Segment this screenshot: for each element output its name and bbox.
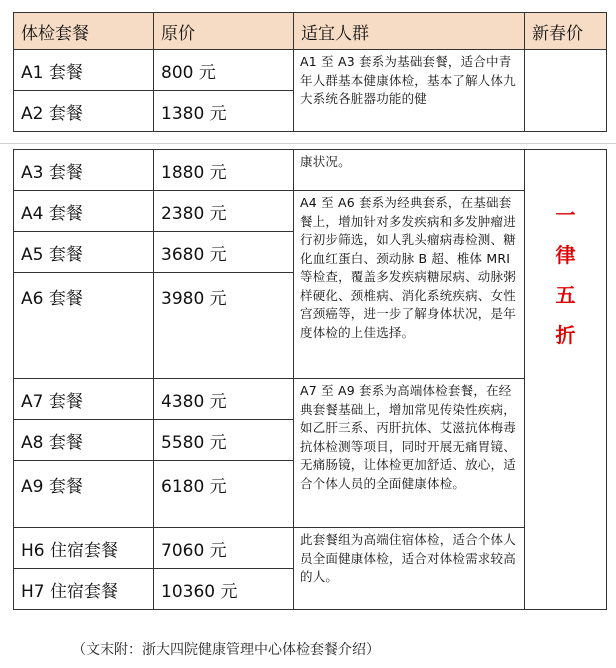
package-name: A3 套餐 xyxy=(14,150,154,191)
package-price: 800 元 xyxy=(154,50,294,91)
package-name: A8 套餐 xyxy=(14,420,154,461)
spring-price-empty xyxy=(525,50,607,132)
table-row xyxy=(14,150,607,191)
table-header-row xyxy=(14,13,607,50)
package-name: A4 套餐 xyxy=(14,191,154,232)
promo-char: 律 xyxy=(555,243,576,267)
description-premium: A7 至 A9 套系为高端体检套餐，在经典套餐基础上，增加常见传染性疾病，如乙肝三系、丙肝抗体、艾滋抗体梅毒抗体检测等项目，同时开展无痛胃镜、无痛肠镜，让体检更加舒适、放心，适合个体人员的全面健康体检。 xyxy=(294,379,525,528)
package-price: 10360 元 xyxy=(154,569,294,610)
package-name: A1 套餐 xyxy=(14,50,154,91)
package-price: 4380 元 xyxy=(154,379,294,420)
package-name: A6 套餐 xyxy=(14,273,154,379)
package-price: 3680 元 xyxy=(154,232,294,273)
package-name: A9 套餐 xyxy=(14,461,154,528)
table-row xyxy=(14,50,607,91)
description-basic: A1 至 A3 套系为基础套餐，适合中青年人群基本健康体检，基本了解人体九大系统各脏器功能的健 xyxy=(294,50,525,132)
package-name: H6 住宿套餐 xyxy=(14,528,154,569)
package-table-bottom xyxy=(13,149,607,610)
package-price: 1880 元 xyxy=(154,150,294,191)
page-break-line xyxy=(0,143,616,144)
description-classic: A4 至 A6 套系为经典套系，在基础套餐上，增加针对多发疾病和多发肿瘤进行初步筛选，如人乳头瘤病毒检测、糖化血红蛋白、颈动脉 B 超、椎体 MRI 等检查，覆盖多发疾病糖尿病、动脉粥样硬化、颈椎病、消化系统疾病、女性宫颈癌等，进一步了解身体状况，是年度体检的上佳选择。 xyxy=(294,191,525,379)
description-basic-cont: 康状况。 xyxy=(294,150,525,191)
header-spring-price: 新春价 xyxy=(525,13,607,50)
package-price: 5580 元 xyxy=(154,420,294,461)
spring-price-promo xyxy=(525,150,607,610)
promo-char: 五 xyxy=(555,283,576,307)
package-table-top xyxy=(13,12,607,132)
package-price: 2380 元 xyxy=(154,191,294,232)
footer-note: （文末附：浙大四院健康管理中心体检套餐介绍） xyxy=(72,642,380,658)
package-name: A2 套餐 xyxy=(14,91,154,132)
promo-char: 折 xyxy=(555,323,576,347)
promo-char: 一 xyxy=(555,203,576,227)
header-package: 体检套餐 xyxy=(14,13,154,50)
header-price: 原价 xyxy=(154,13,294,50)
table-row xyxy=(14,191,607,232)
package-name: A7 套餐 xyxy=(14,379,154,420)
package-name: A5 套餐 xyxy=(14,232,154,273)
description-stay: 此套餐组为高端住宿体检，适合个体人员全面健康体检，适合对体检需求较高的人。 xyxy=(294,528,525,610)
table-row xyxy=(14,528,607,569)
table-row xyxy=(14,379,607,420)
package-price: 7060 元 xyxy=(154,528,294,569)
package-price: 3980 元 xyxy=(154,273,294,379)
header-suitable: 适宜人群 xyxy=(294,13,525,50)
package-price: 6180 元 xyxy=(154,461,294,528)
package-price: 1380 元 xyxy=(154,91,294,132)
package-name: H7 住宿套餐 xyxy=(14,569,154,610)
